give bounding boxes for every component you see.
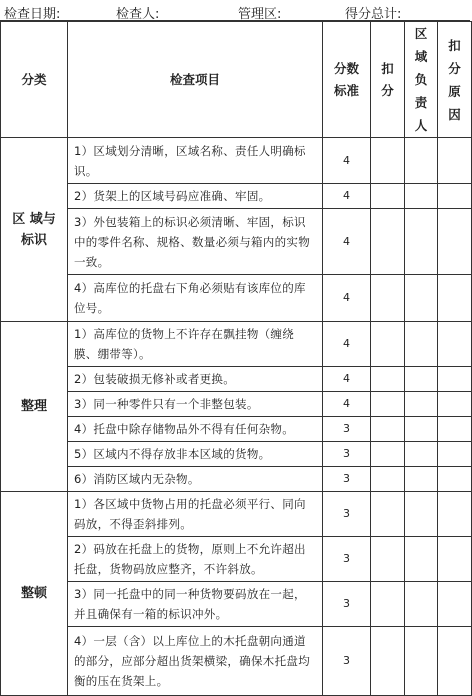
item-cell: 4）一层（含）以上库位上的木托盘朝向通道的部分，应部分超出货架横梁，确保木托盘均衡的压在货架上。: [68, 627, 323, 696]
owner-cell: [405, 138, 438, 184]
deduct-cell: [371, 367, 405, 392]
total-score-label: 得分总计:: [345, 7, 402, 22]
table-row: [1, 627, 472, 696]
item-cell: 3）外包装箱上的标识必须清晰、牢固，标识中的零件名称、规格、数量必须与箱内的实物一致。: [68, 209, 323, 275]
table-row: [1, 537, 472, 582]
owner-cell: [405, 184, 438, 209]
score-cell: 4: [323, 184, 371, 209]
deduct-cell: [371, 322, 405, 367]
reason-cell: [438, 417, 472, 442]
reason-cell: [438, 322, 472, 367]
score-cell: 4: [323, 209, 371, 275]
owner-cell: [405, 537, 438, 582]
form-header: [0, 0, 472, 22]
reason-cell: [438, 367, 472, 392]
category-cell: 区 域与标识: [1, 138, 68, 322]
category-header: 分类: [1, 22, 68, 138]
management-zone-label: 管理区:: [238, 7, 282, 22]
reason-cell: [438, 275, 472, 322]
table-row: [1, 184, 472, 209]
owner-cell: [405, 275, 438, 322]
item-header: 检查项目: [68, 22, 323, 138]
owner-cell: [405, 467, 438, 492]
item-cell: 3）同一托盘中的同一种货物要码放在一起，并且确保有一箱的标识冲外。: [68, 582, 323, 627]
score-cell: 3: [323, 492, 371, 537]
owner-cell: [405, 582, 438, 627]
score-cell: 4: [323, 367, 371, 392]
deduct-cell: [371, 492, 405, 537]
owner-cell: [405, 627, 438, 696]
owner-cell: [405, 209, 438, 275]
inspector-label: 检查人:: [116, 7, 160, 22]
owner-cell: [405, 492, 438, 537]
score-cell: 3: [323, 442, 371, 467]
deduct-cell: [371, 442, 405, 467]
item-cell: 4）托盘中除存储物品外不得有任何杂物。: [68, 417, 323, 442]
score-cell: 3: [323, 582, 371, 627]
table-row: [1, 392, 472, 417]
owner-cell: [405, 367, 438, 392]
owner-cell: [405, 417, 438, 442]
item-cell: 3）同一种零件只有一个非整包装。: [68, 392, 323, 417]
table-row: [1, 442, 472, 467]
deduct-cell: [371, 184, 405, 209]
standard-header: 分数标准: [323, 22, 371, 138]
deduct-cell: [371, 275, 405, 322]
inspection-table: [0, 21, 472, 696]
owner-header: 区域负责人: [405, 22, 438, 138]
item-cell: 1）区域划分清晰，区域名称、责任人明确标识。: [68, 138, 323, 184]
table-row: [1, 582, 472, 627]
item-cell: 2）包装破损无修补或者更换。: [68, 367, 323, 392]
reason-cell: [438, 492, 472, 537]
score-cell: 4: [323, 392, 371, 417]
score-cell: 4: [323, 275, 371, 322]
deduct-cell: [371, 138, 405, 184]
score-cell: 3: [323, 417, 371, 442]
item-cell: 1）各区域中货物占用的托盘必须平行、同向码放，不得歪斜排列。: [68, 492, 323, 537]
score-cell: 4: [323, 138, 371, 184]
owner-cell: [405, 392, 438, 417]
table-header-row: [1, 22, 472, 138]
item-cell: 5）区域内不得存放非本区域的货物。: [68, 442, 323, 467]
inspection-date-label: 检查日期:: [4, 7, 61, 22]
table-row: [1, 367, 472, 392]
reason-cell: [438, 138, 472, 184]
deduct-header: 扣分: [371, 22, 405, 138]
reason-cell: [438, 627, 472, 696]
score-cell: 3: [323, 627, 371, 696]
deduct-cell: [371, 627, 405, 696]
reason-cell: [438, 582, 472, 627]
table-row: [1, 138, 472, 184]
reason-cell: [438, 392, 472, 417]
item-cell: 4）高库位的托盘右下角必须贴有该库位的库位号。: [68, 275, 323, 322]
table-row: [1, 275, 472, 322]
deduct-cell: [371, 392, 405, 417]
category-cell: 整理: [1, 322, 68, 492]
table-row: [1, 417, 472, 442]
deduct-cell: [371, 209, 405, 275]
table-row: [1, 322, 472, 367]
reason-cell: [438, 209, 472, 275]
item-cell: 2）货架上的区域号码应准确、牢固。: [68, 184, 323, 209]
owner-cell: [405, 442, 438, 467]
deduct-cell: [371, 417, 405, 442]
reason-header: 扣分原因: [438, 22, 472, 138]
deduct-cell: [371, 582, 405, 627]
table-row: [1, 492, 472, 537]
category-cell: 整顿: [1, 492, 68, 696]
score-cell: 4: [323, 322, 371, 367]
owner-cell: [405, 322, 438, 367]
reason-cell: [438, 184, 472, 209]
table-row: [1, 467, 472, 492]
reason-cell: [438, 537, 472, 582]
score-cell: 3: [323, 467, 371, 492]
item-cell: 2）码放在托盘上的货物，原则上不允许超出托盘，货物码放应整齐，不许斜放。: [68, 537, 323, 582]
deduct-cell: [371, 537, 405, 582]
reason-cell: [438, 442, 472, 467]
table-row: [1, 209, 472, 275]
item-cell: 6）消防区域内无杂物。: [68, 467, 323, 492]
score-cell: 3: [323, 537, 371, 582]
reason-cell: [438, 467, 472, 492]
deduct-cell: [371, 467, 405, 492]
item-cell: 1）高库位的货物上不许存在飘挂物（缠绕膜、绷带等）。: [68, 322, 323, 367]
